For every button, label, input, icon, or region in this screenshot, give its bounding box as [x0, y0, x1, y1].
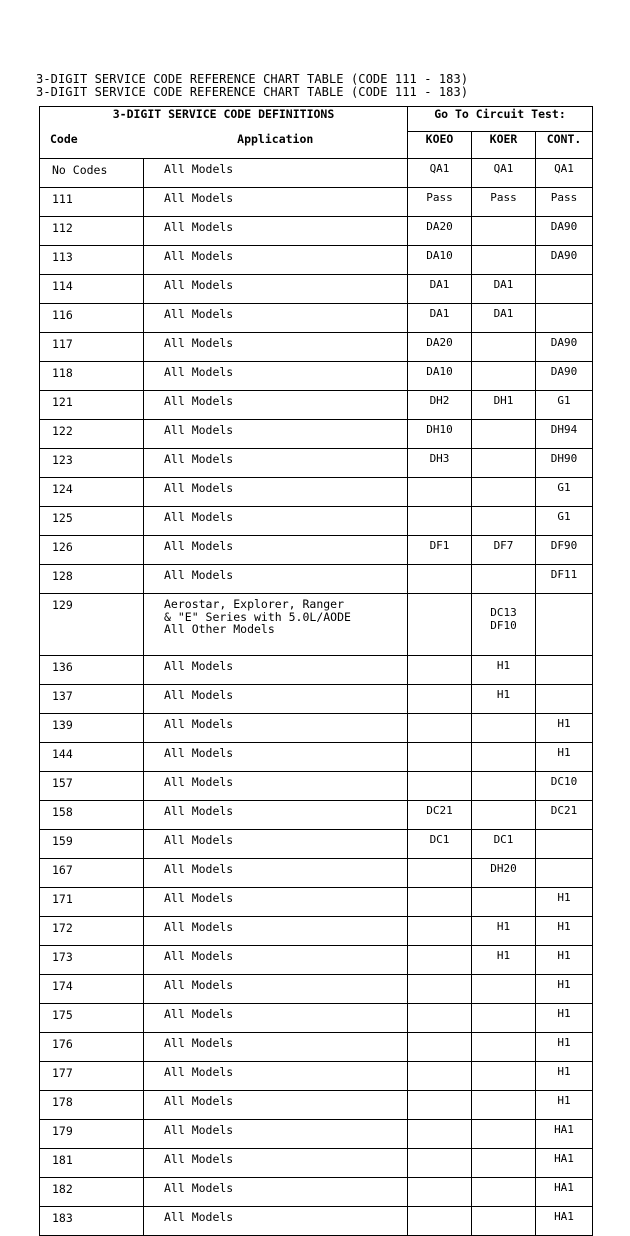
cell-cont: DC21	[536, 801, 593, 830]
table-row	[40, 246, 593, 275]
cell-application: All Models	[144, 188, 408, 217]
cell-koeo: DA10	[408, 362, 472, 391]
cell-code: 158	[40, 801, 144, 830]
cell-code: 137	[40, 685, 144, 714]
cell-application: All Models	[144, 917, 408, 946]
cell-koer: H1	[472, 656, 536, 685]
cell-application: All Models	[144, 830, 408, 859]
cell-code: 159	[40, 830, 144, 859]
circuit-test-label: Go To Circuit Test:	[434, 107, 566, 121]
cell-application: All Models	[144, 946, 408, 975]
cell-application: All Models	[144, 536, 408, 565]
cell-cont: DA90	[536, 217, 593, 246]
cell-application: All Models	[144, 685, 408, 714]
column-header-cont: CONT.	[536, 132, 593, 159]
circuit-test-group-header	[408, 107, 593, 132]
cell-code: 167	[40, 859, 144, 888]
cell-koer	[472, 975, 536, 1004]
cell-code: 176	[40, 1033, 144, 1062]
table-row	[40, 420, 593, 449]
cell-code: 111	[40, 188, 144, 217]
cell-application: All Models	[144, 449, 408, 478]
cell-koer: QA1	[472, 159, 536, 188]
cell-code: 128	[40, 565, 144, 594]
column-header-row	[40, 132, 593, 159]
cell-koer	[472, 1033, 536, 1062]
cell-koer: H1	[472, 917, 536, 946]
column-header-code: Code	[40, 132, 144, 159]
cell-koer: DH20	[472, 859, 536, 888]
cell-cont: DA90	[536, 362, 593, 391]
cell-koer	[472, 1091, 536, 1120]
cell-koeo: QA1	[408, 159, 472, 188]
cell-code: 172	[40, 917, 144, 946]
cell-koer: DF7	[472, 536, 536, 565]
cell-cont	[536, 685, 593, 714]
cell-koeo: DH2	[408, 391, 472, 420]
cell-koeo	[408, 946, 472, 975]
table-row	[40, 449, 593, 478]
cell-code: 126	[40, 536, 144, 565]
cell-koeo	[408, 478, 472, 507]
cell-application: All Models	[144, 1149, 408, 1178]
table-row	[40, 888, 593, 917]
cell-cont: G1	[536, 391, 593, 420]
cell-koeo: DH3	[408, 449, 472, 478]
cell-application: All Models	[144, 656, 408, 685]
cell-koeo	[408, 656, 472, 685]
cell-cont	[536, 594, 593, 656]
cell-cont: HA1	[536, 1149, 593, 1178]
cell-code: 136	[40, 656, 144, 685]
koer-line: DF10	[490, 618, 517, 632]
cell-application: All Models	[144, 1120, 408, 1149]
table-row	[40, 1033, 593, 1062]
cell-koeo: DA20	[408, 217, 472, 246]
cell-application: All Models	[144, 1178, 408, 1207]
cell-cont: DF11	[536, 565, 593, 594]
cell-koeo: DA1	[408, 304, 472, 333]
table-row	[40, 536, 593, 565]
cell-koer	[472, 449, 536, 478]
page-titles	[36, 73, 468, 99]
application-line: All Other Models	[164, 622, 275, 636]
cell-cont	[536, 859, 593, 888]
cell-application: All Models	[144, 275, 408, 304]
table-row	[40, 1062, 593, 1091]
cell-koeo	[408, 917, 472, 946]
cell-koer	[472, 801, 536, 830]
cell-application: All Models	[144, 1033, 408, 1062]
cell-koeo	[408, 594, 472, 656]
cell-code: 177	[40, 1062, 144, 1091]
cell-koeo	[408, 1091, 472, 1120]
cell-koeo	[408, 1062, 472, 1091]
cell-application: All Models	[144, 859, 408, 888]
koer-line: DC13	[490, 606, 517, 619]
cell-application: All Models	[144, 304, 408, 333]
definitions-group-header: 3-DIGIT SERVICE CODE DEFINITIONS	[40, 107, 408, 132]
cell-koeo	[408, 975, 472, 1004]
cell-koeo: DH10	[408, 420, 472, 449]
cell-code: 116	[40, 304, 144, 333]
cell-koeo: DF1	[408, 536, 472, 565]
table-row	[40, 946, 593, 975]
cell-koeo: Pass	[408, 188, 472, 217]
table-row	[40, 478, 593, 507]
cell-koeo	[408, 859, 472, 888]
cell-koeo: DA1	[408, 275, 472, 304]
cell-application: All Models	[144, 772, 408, 801]
cell-application: All Models	[144, 1062, 408, 1091]
cell-code: 124	[40, 478, 144, 507]
cell-application: All Models	[144, 246, 408, 275]
column-header-koeo: KOEO	[408, 132, 472, 159]
cell-koer	[472, 246, 536, 275]
table-row	[40, 801, 593, 830]
cell-koer: DC1	[472, 830, 536, 859]
cell-code: 144	[40, 743, 144, 772]
cell-code: 121	[40, 391, 144, 420]
cell-cont: H1	[536, 888, 593, 917]
table-row	[40, 1178, 593, 1207]
cell-koer	[472, 888, 536, 917]
cell-koer	[472, 507, 536, 536]
cell-koeo	[408, 743, 472, 772]
cell-koer	[472, 478, 536, 507]
cell-koeo	[408, 772, 472, 801]
cell-cont: H1	[536, 743, 593, 772]
cell-application: All Models	[144, 975, 408, 1004]
cell-code: 183	[40, 1207, 144, 1236]
cell-koeo	[408, 888, 472, 917]
cell-koer	[472, 1207, 536, 1236]
table-row	[40, 1091, 593, 1120]
cell-application: All Models	[144, 1004, 408, 1033]
table-row	[40, 1149, 593, 1178]
table-row	[40, 1004, 593, 1033]
cell-application: All Models	[144, 333, 408, 362]
table-row	[40, 304, 593, 333]
cell-application: All Models	[144, 714, 408, 743]
table-row	[40, 685, 593, 714]
table-row	[40, 594, 593, 656]
table-row	[40, 275, 593, 304]
cell-cont: H1	[536, 1004, 593, 1033]
group-header-row	[40, 107, 593, 132]
cell-koer: DA1	[472, 304, 536, 333]
table-row	[40, 1207, 593, 1236]
cell-cont: H1	[536, 1033, 593, 1062]
cell-koer	[472, 1120, 536, 1149]
cell-application: All Models	[144, 478, 408, 507]
cell-cont: HA1	[536, 1120, 593, 1149]
cell-code: 118	[40, 362, 144, 391]
cell-koer	[472, 743, 536, 772]
cell-koer: Pass	[472, 188, 536, 217]
cell-cont: H1	[536, 714, 593, 743]
cell-koeo	[408, 565, 472, 594]
cell-cont: Pass	[536, 188, 593, 217]
cell-code: 174	[40, 975, 144, 1004]
cell-koer	[472, 594, 536, 656]
cell-cont: H1	[536, 1091, 593, 1120]
table-row	[40, 975, 593, 1004]
cell-cont: HA1	[536, 1207, 593, 1236]
column-header-application: Application	[144, 132, 408, 159]
cell-code: No Codes	[40, 159, 144, 188]
cell-cont: DC10	[536, 772, 593, 801]
cell-koer: DA1	[472, 275, 536, 304]
cell-application: All Models	[144, 362, 408, 391]
application-line: Aerostar, Explorer, Ranger	[164, 597, 345, 611]
cell-koer: DH1	[472, 391, 536, 420]
cell-cont: H1	[536, 946, 593, 975]
cell-application: All Models	[144, 420, 408, 449]
cell-cont: DH94	[536, 420, 593, 449]
cell-koer: H1	[472, 685, 536, 714]
table-body	[40, 159, 593, 1236]
page-title: 3-DIGIT SERVICE CODE REFERENCE CHART TABLE (CODE 111 - 183)	[36, 72, 469, 86]
cell-cont: DA90	[536, 333, 593, 362]
cell-application	[144, 594, 408, 656]
cell-koer: H1	[472, 946, 536, 975]
cell-code: 139	[40, 714, 144, 743]
cell-code: 122	[40, 420, 144, 449]
cell-application: All Models	[144, 888, 408, 917]
cell-cont: DH90	[536, 449, 593, 478]
cell-cont: G1	[536, 507, 593, 536]
cell-application: All Models	[144, 1091, 408, 1120]
table-row	[40, 507, 593, 536]
cell-cont	[536, 275, 593, 304]
cell-koer	[472, 1062, 536, 1091]
cell-koeo: DC21	[408, 801, 472, 830]
cell-code: 179	[40, 1120, 144, 1149]
cell-koer	[472, 1004, 536, 1033]
cell-application: All Models	[144, 565, 408, 594]
cell-application: All Models	[144, 507, 408, 536]
cell-code: 178	[40, 1091, 144, 1120]
page-title-duplicate: 3-DIGIT SERVICE CODE REFERENCE CHART TABLE (CODE 111 - 183)	[36, 85, 469, 99]
cell-code: 123	[40, 449, 144, 478]
cell-code: 117	[40, 333, 144, 362]
table-row	[40, 1120, 593, 1149]
cell-koeo: DC1	[408, 830, 472, 859]
cell-cont	[536, 656, 593, 685]
cell-cont: HA1	[536, 1178, 593, 1207]
table-row	[40, 772, 593, 801]
cell-koeo	[408, 1004, 472, 1033]
cell-koeo	[408, 1178, 472, 1207]
table-row	[40, 917, 593, 946]
cell-code: 182	[40, 1178, 144, 1207]
table-row	[40, 217, 593, 246]
table-row	[40, 391, 593, 420]
cell-koeo	[408, 714, 472, 743]
cell-code: 125	[40, 507, 144, 536]
cell-koeo	[408, 507, 472, 536]
cell-cont: H1	[536, 975, 593, 1004]
table-row	[40, 656, 593, 685]
application-line: & "E" Series with 5.0L/AODE	[164, 609, 351, 624]
cell-koer	[472, 420, 536, 449]
cell-cont	[536, 304, 593, 333]
cell-cont: G1	[536, 478, 593, 507]
cell-code: 129	[40, 594, 144, 656]
cell-cont: DF90	[536, 536, 593, 565]
cell-cont	[536, 830, 593, 859]
cell-application: All Models	[144, 1207, 408, 1236]
cell-code: 114	[40, 275, 144, 304]
cell-koeo	[408, 1033, 472, 1062]
cell-code: 181	[40, 1149, 144, 1178]
cell-cont: H1	[536, 917, 593, 946]
cell-koer	[472, 714, 536, 743]
cell-application: All Models	[144, 391, 408, 420]
cell-koeo	[408, 1207, 472, 1236]
cell-cont: DA90	[536, 246, 593, 275]
cell-koer	[472, 565, 536, 594]
column-header-koer: KOER	[472, 132, 536, 159]
table-row	[40, 362, 593, 391]
service-code-table	[39, 106, 593, 1236]
cell-application: All Models	[144, 801, 408, 830]
table-row	[40, 333, 593, 362]
table-row	[40, 743, 593, 772]
table-row	[40, 188, 593, 217]
cell-code: 173	[40, 946, 144, 975]
table-row	[40, 159, 593, 188]
table-row	[40, 830, 593, 859]
cell-koer	[472, 1149, 536, 1178]
cell-koer	[472, 772, 536, 801]
cell-koeo: DA10	[408, 246, 472, 275]
cell-code: 113	[40, 246, 144, 275]
cell-koeo	[408, 1120, 472, 1149]
cell-code: 175	[40, 1004, 144, 1033]
table-row	[40, 859, 593, 888]
cell-code: 171	[40, 888, 144, 917]
cell-code: 112	[40, 217, 144, 246]
cell-application: All Models	[144, 159, 408, 188]
cell-koer	[472, 1178, 536, 1207]
table-row	[40, 565, 593, 594]
cell-koeo: DA20	[408, 333, 472, 362]
cell-cont: H1	[536, 1062, 593, 1091]
cell-koer	[472, 333, 536, 362]
cell-application: All Models	[144, 743, 408, 772]
cell-koeo	[408, 1149, 472, 1178]
cell-code: 157	[40, 772, 144, 801]
table-row	[40, 714, 593, 743]
cell-koer	[472, 362, 536, 391]
cell-cont: QA1	[536, 159, 593, 188]
cell-application: All Models	[144, 217, 408, 246]
cell-koer	[472, 217, 536, 246]
cell-koeo	[408, 685, 472, 714]
